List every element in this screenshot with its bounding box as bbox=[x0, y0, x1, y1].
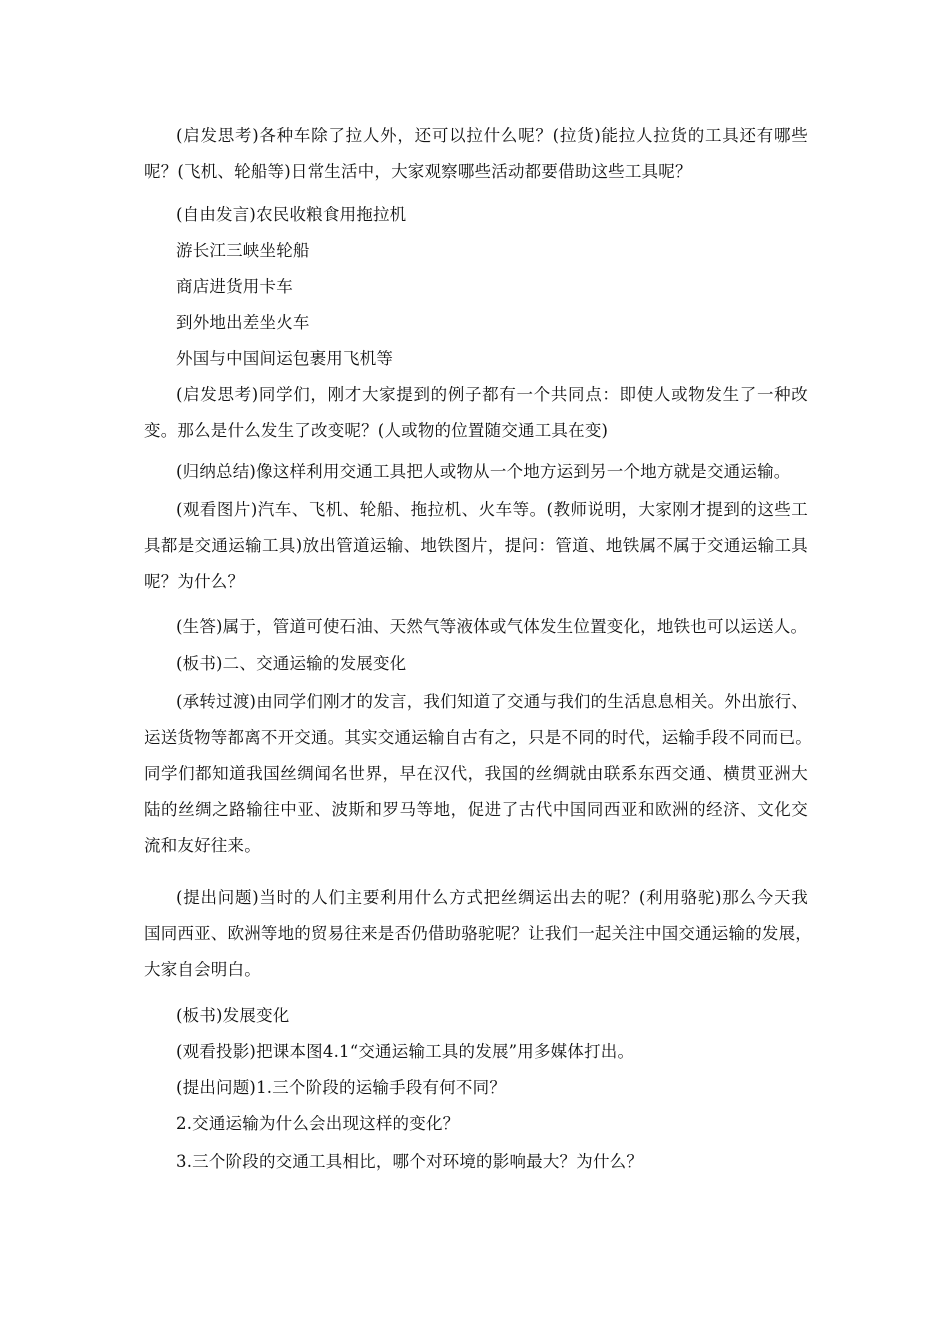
text-line: 具都是交通运输工具)放出管道运输、地铁图片，提问：管道、地铁属不属于交通运输工具 bbox=[144, 536, 808, 555]
text-line: (提出问题)当时的人们主要利用什么方式把丝绸运出去的呢？(利用骆驼)那么今天我 bbox=[176, 888, 808, 907]
text-line: (板书)二、交通运输的发展变化 bbox=[176, 654, 407, 673]
text-line: 变。那么是什么发生了改变呢？(人或物的位置随交通工具在变) bbox=[144, 421, 609, 440]
text-line: 陆的丝绸之路输往中亚、波斯和罗马等地，促进了古代中国同西亚和欧洲的经济、文化交 bbox=[144, 800, 808, 819]
text-line: (生答)属于，管道可使石油、天然气等液体或气体发生位置变化，地铁也可以运送人。 bbox=[176, 617, 808, 636]
text-line: 同学们都知道我国丝绸闻名世界，早在汉代，我国的丝绸就由联系东西交通、横贯亚洲大 bbox=[144, 764, 808, 783]
text-line: (提出问题)1.三个阶段的运输手段有何不同？ bbox=[176, 1078, 507, 1097]
text-line: (观看图片)汽车、飞机、轮船、拖拉机、火车等。(教师说明，大家刚才提到的这些工 bbox=[176, 500, 808, 519]
paragraph-example-plane bbox=[144, 341, 808, 377]
text-line: (板书)发展变化 bbox=[176, 1006, 290, 1025]
text-line: (观看投影)把课本图4.1“交通运输工具的发展”用多媒体打出。 bbox=[176, 1042, 635, 1061]
paragraph-prompt-cargo bbox=[144, 118, 808, 190]
paragraph-question-3 bbox=[144, 1144, 808, 1180]
paragraph-view-pictures bbox=[144, 492, 808, 600]
text-line: 3.三个阶段的交通工具相比，哪个对环境的影响最大？为什么？ bbox=[176, 1152, 644, 1171]
paragraph-free-speech bbox=[144, 197, 808, 233]
text-line: 呢？(飞机、轮船等)日常生活中，大家观察哪些活动都要借助这些工具呢？ bbox=[144, 162, 692, 181]
paragraph-question-2 bbox=[144, 1106, 808, 1142]
paragraph-question-silk bbox=[144, 880, 812, 988]
text-line: 流和友好往来。 bbox=[144, 836, 261, 855]
text-line: 运送货物等都离不开交通。其实交通运输自古有之，只是不同的时代，运输手段不同而已。 bbox=[144, 728, 812, 747]
paragraph-prompt-change bbox=[144, 377, 808, 449]
paragraph-summary bbox=[144, 454, 808, 490]
text-line: (启发思考)各种车除了拉人外，还可以拉什么呢？(拉货)能拉人拉货的工具还有哪些 bbox=[176, 126, 808, 145]
text-line: (承转过渡)由同学们刚才的发言，我们知道了交通与我们的生活息息相关。外出旅行、 bbox=[176, 692, 808, 711]
text-line: 外国与中国间运包裹用飞机等 bbox=[176, 349, 394, 368]
paragraph-example-truck bbox=[144, 269, 808, 305]
paragraph-projection bbox=[144, 1034, 808, 1070]
paragraph-board-heading-2 bbox=[144, 646, 808, 682]
paragraph-transition bbox=[144, 684, 812, 864]
paragraph-example-ship bbox=[144, 233, 808, 269]
text-line: (归纳总结)像这样利用交通工具把人或物从一个地方运到另一个地方就是交通运输。 bbox=[176, 462, 791, 481]
text-line: (自由发言)农民收粮食用拖拉机 bbox=[176, 205, 407, 224]
text-line: 到外地出差坐火车 bbox=[176, 313, 310, 332]
text-line: 游长江三峡坐轮船 bbox=[176, 241, 310, 260]
paragraph-board-development bbox=[144, 998, 808, 1034]
text-line: 呢？为什么？ bbox=[144, 572, 245, 591]
text-line: 国同西亚、欧洲等地的贸易往来是否仍借助骆驼呢？让我们一起关注中国交通运输的发展， bbox=[144, 924, 812, 943]
text-line: (启发思考)同学们，刚才大家提到的例子都有一个共同点：即使人或物发生了一种改 bbox=[176, 385, 808, 404]
text-line: 商店进货用卡车 bbox=[176, 277, 293, 296]
paragraph-example-train bbox=[144, 305, 808, 341]
paragraph-student-answer bbox=[144, 609, 808, 645]
paragraph-question-1 bbox=[144, 1070, 808, 1106]
text-line: 大家自会明白。 bbox=[144, 960, 261, 979]
text-line: 2.交通运输为什么会出现这样的变化？ bbox=[176, 1114, 460, 1133]
